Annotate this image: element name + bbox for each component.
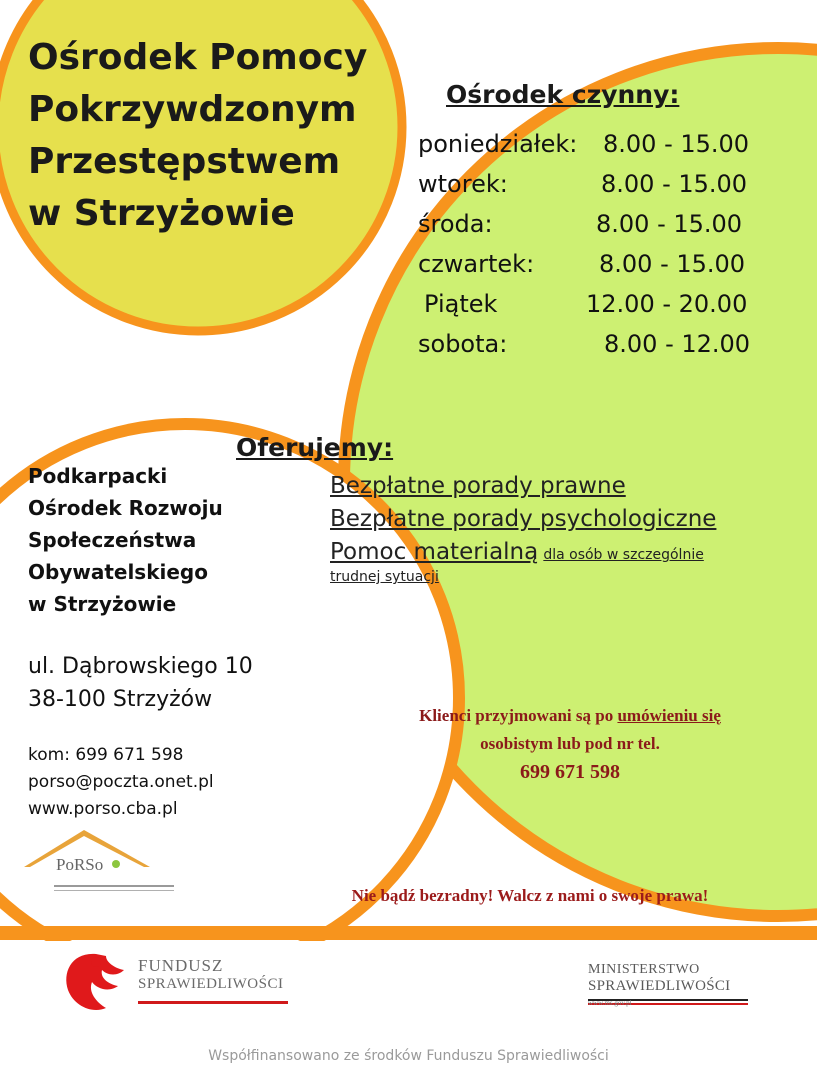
title-line-1: Ośrodek Pomocy bbox=[28, 37, 368, 78]
hours-day: sobota: bbox=[418, 330, 508, 358]
page-title bbox=[28, 32, 388, 240]
hours-time: 12.00 - 20.00 bbox=[586, 290, 748, 318]
hours-heading: Ośrodek czynny: bbox=[446, 80, 680, 109]
hours-time: 8.00 - 15.00 bbox=[596, 210, 743, 238]
hours-row bbox=[416, 288, 776, 328]
hours-time: 8.00 - 15.00 bbox=[601, 170, 748, 198]
slogan: Nie bądź bezradny! Walcz z nami o swoje prawa! bbox=[351, 886, 709, 905]
hours-day: poniedziałek: bbox=[418, 130, 578, 158]
clients-phone: 699 671 598 bbox=[520, 761, 620, 783]
title-line-4: w Strzyżowie bbox=[28, 193, 295, 234]
logo-tagline-line-2 bbox=[54, 890, 174, 891]
offer-item-material-suffix-2: trudnej sytuacji bbox=[330, 569, 439, 585]
fund-line-1: FUNDUSZ bbox=[138, 956, 224, 975]
ministry-line-2: SPRAWIEDLIWOŚCI bbox=[588, 978, 731, 994]
org-line-3: Społeczeństwa bbox=[28, 528, 197, 552]
hours-time: 8.00 - 12.00 bbox=[604, 330, 751, 358]
clients-appointment: umówieniu się bbox=[617, 706, 721, 725]
org-line-4: Obywatelskiego bbox=[28, 560, 208, 584]
contact-website[interactable]: www.porso.cba.pl bbox=[28, 799, 178, 819]
offer-list bbox=[330, 473, 800, 585]
hours-day: Piątek bbox=[424, 290, 498, 318]
hours-day: środa: bbox=[418, 210, 493, 238]
address bbox=[28, 650, 253, 716]
hours-day: wtorek: bbox=[418, 170, 508, 198]
logo-text: PoRSo bbox=[56, 855, 104, 874]
offer-item-material-suffix: dla osób w szczególnie bbox=[543, 547, 704, 563]
title-line-2: Pokrzywdzonym bbox=[28, 89, 357, 130]
opening-hours bbox=[416, 128, 776, 368]
ministry-name bbox=[588, 962, 730, 1007]
clients-line-2: osobistym lub pod nr tel. bbox=[480, 734, 660, 753]
footer-cofinanced: Współfinansowano ze środków Funduszu Sprawiedliwości bbox=[208, 1048, 609, 1064]
hours-day: czwartek: bbox=[418, 250, 535, 278]
clients-notice bbox=[330, 702, 810, 786]
hours-row bbox=[416, 248, 776, 288]
eagle-head-icon bbox=[91, 957, 101, 967]
ministry-url[interactable]: www.ms.gov.pl bbox=[588, 999, 632, 1007]
address-city: 38-100 Strzyżów bbox=[28, 687, 213, 712]
organization-name bbox=[28, 460, 223, 620]
hours-row bbox=[416, 208, 776, 248]
fund-name bbox=[138, 956, 283, 993]
hours-row bbox=[416, 168, 776, 208]
offer-item-legal: Bezpłatne porady prawne bbox=[330, 473, 626, 499]
fund-red-line bbox=[138, 1001, 288, 1004]
hours-row bbox=[416, 128, 776, 168]
address-street: ul. Dąbrowskiego 10 bbox=[28, 654, 253, 679]
offer-item-material-label: Pomoc materialną bbox=[330, 539, 539, 565]
contact-email[interactable]: porso@poczta.onet.pl bbox=[28, 772, 214, 792]
offer-item-psychological: Bezpłatne porady psychologiczne bbox=[330, 506, 717, 532]
offer-item-material bbox=[330, 539, 800, 565]
hours-row bbox=[416, 328, 776, 368]
org-line-1: Podkarpacki bbox=[28, 464, 168, 488]
hours-time: 8.00 - 15.00 bbox=[603, 130, 750, 158]
ministry-line-1: MINISTERSTWO bbox=[588, 962, 700, 977]
contact-phone: kom: 699 671 598 bbox=[28, 745, 184, 765]
clients-text: Klienci przyjmowani są po bbox=[419, 706, 618, 725]
offer-heading: Oferujemy: bbox=[236, 433, 394, 462]
hours-time: 8.00 - 15.00 bbox=[599, 250, 746, 278]
fund-line-2: SPRAWIEDLIWOŚCI bbox=[138, 976, 284, 992]
clients-line-1 bbox=[330, 702, 810, 730]
logo-dot-icon bbox=[112, 860, 120, 868]
logo-tagline-line bbox=[54, 885, 174, 887]
bottom-band bbox=[0, 926, 817, 940]
contact-info bbox=[28, 742, 214, 823]
org-line-5: w Strzyżowie bbox=[28, 592, 177, 616]
title-line-3: Przestępstwem bbox=[28, 141, 341, 182]
org-line-2: Ośrodek Rozwoju bbox=[28, 496, 223, 520]
